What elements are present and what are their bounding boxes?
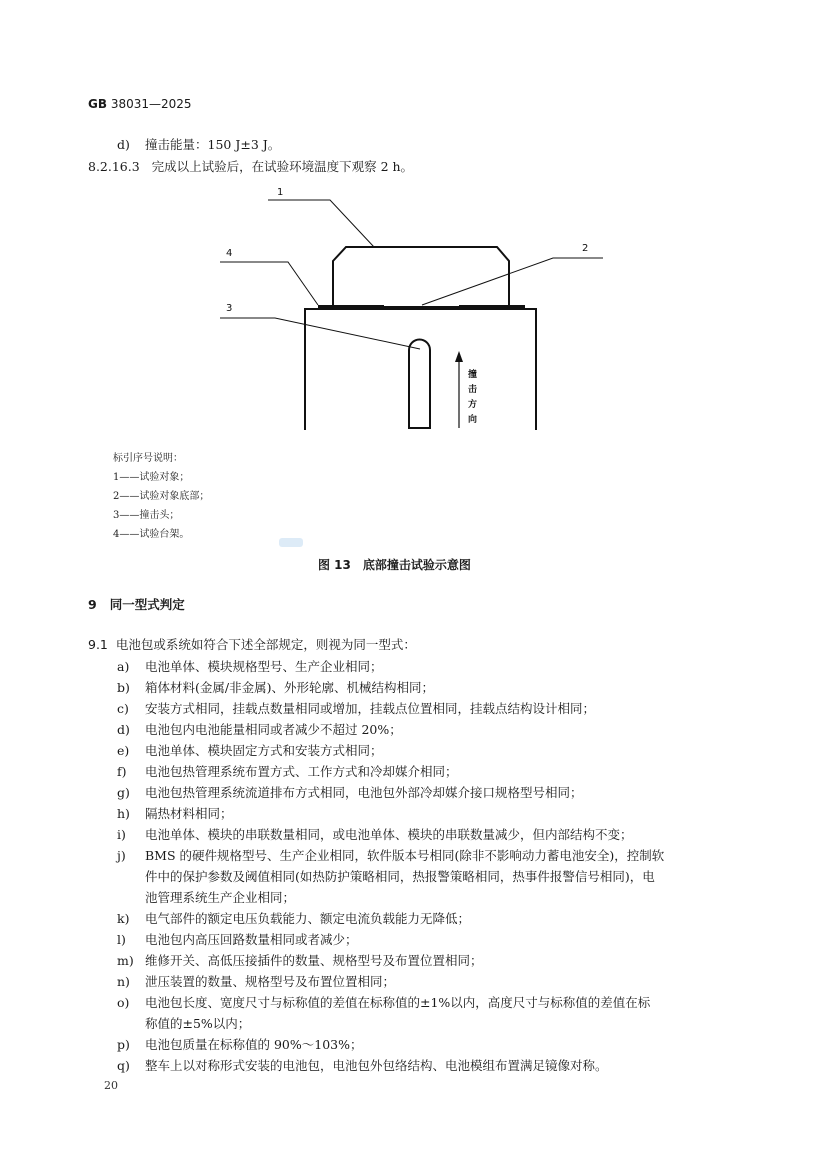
- item-label: c): [117, 701, 129, 716]
- direction-char-1: 撞: [468, 370, 478, 380]
- impact-head: [409, 340, 430, 429]
- item-text: 箱体材料(金属/非金属)、外形轮廓、机械结构相同；: [145, 680, 434, 695]
- test-object-bottom-right: [459, 305, 525, 310]
- standard-prefix: GB: [88, 97, 107, 111]
- item-label: m): [117, 953, 134, 968]
- item-text: 电池包热管理系统布置方式、工作方式和冷却媒介相同；: [145, 764, 458, 779]
- item-text: BMS 的硬件规格型号、生产企业相同，软件版本号相同(除非不影响动力蓄电池安全)，控制软: [145, 848, 665, 863]
- item-text: 安装方式相同，挂载点数量相同或增加，挂载点位置相同，挂载点结构设计相同；: [145, 701, 596, 716]
- standard-number: 38031—2025: [110, 97, 192, 111]
- item-label: q): [117, 1058, 130, 1073]
- item-text: 整车上以对称形式安装的电池包，电池包外包络结构、电池模组布置满足镜像对称。: [145, 1058, 608, 1073]
- item-text: 电气部件的额定电压负载能力、额定电流负载能力无降低；: [145, 911, 471, 926]
- test-object: [333, 247, 509, 307]
- section-number: 9: [88, 597, 97, 612]
- item-text: 电池包质量在标称值的 90%～103%；: [145, 1037, 363, 1052]
- item-label: a): [117, 659, 130, 674]
- item-label: d): [117, 137, 130, 152]
- item-text-continued: 称值的±5%以内；: [145, 1016, 251, 1031]
- list-item: [117, 971, 395, 992]
- list-item: [117, 950, 483, 971]
- item-text-continued: 池管理系统生产企业相同；: [145, 890, 296, 905]
- list-item: [117, 719, 402, 740]
- item-label: n): [117, 974, 130, 989]
- list-item: [117, 845, 664, 866]
- item-text: 电池包热管理系统流道排布方式相同，电池包外部冷却媒介接口规格型号相同；: [145, 785, 583, 800]
- item-text: 电池包长度、宽度尺寸与标称值的差值在标称值的±1%以内，高度尺寸与标称值的差值在标: [145, 995, 651, 1010]
- list-item: [117, 908, 470, 929]
- item-text: 电池单体、模块的串联数量相同，或电池单体、模块的串联数量减少，但内部结构不变；: [145, 827, 633, 842]
- legend-item-2: 2——试验对象底部；: [113, 491, 210, 502]
- list-item: [117, 698, 595, 719]
- legend-item-1: 1——试验对象；: [113, 472, 190, 483]
- list-item: [117, 740, 383, 761]
- leader-line-4: [220, 262, 318, 305]
- item-label: j): [117, 848, 126, 863]
- callout-1: 1: [277, 187, 284, 198]
- list-item: [117, 677, 434, 698]
- section-heading: [88, 595, 185, 613]
- arrow-head: [455, 351, 463, 362]
- item-text: 隔热材料相同；: [145, 806, 233, 821]
- item-text: 电池单体、模块固定方式和安装方式相同；: [145, 743, 383, 758]
- clause-number: 8.2.16.3: [88, 159, 140, 174]
- item-label: o): [117, 995, 130, 1010]
- direction-char-3: 方: [468, 400, 478, 410]
- item-label: k): [117, 911, 130, 926]
- list-item: [117, 929, 358, 950]
- item-label: b): [117, 680, 130, 695]
- callout-3: 3: [226, 303, 233, 314]
- item-text: 电池包内高压回路数量相同或者减少；: [145, 932, 358, 947]
- list-item: [117, 992, 650, 1013]
- watermark-mark: [279, 538, 303, 547]
- callout-2: 2: [582, 243, 589, 254]
- list-item: [117, 782, 583, 803]
- figure-caption: 图 13 底部撞击试验示意图: [318, 558, 471, 572]
- item-label: d): [117, 722, 130, 737]
- direction-char-2: 击: [468, 385, 478, 395]
- list-item: [117, 803, 233, 824]
- item-label: h): [117, 806, 130, 821]
- section-title: 同一型式判定: [109, 597, 185, 612]
- item-label: p): [117, 1037, 130, 1052]
- leader-line-1: [268, 200, 374, 247]
- item-label: l): [117, 932, 126, 947]
- item-label: g): [117, 785, 130, 800]
- clause-9-1: [88, 634, 416, 655]
- item-text: 泄压装置的数量、规格型号及布置位置相同；: [145, 974, 396, 989]
- item-text-continued: 件中的保护参数及阈值相同(如热防护策略相同，热报警策略相同，热事件报警信号相同)，电: [145, 869, 655, 884]
- test-object-bottom-left: [318, 305, 384, 310]
- item-label: i): [117, 827, 126, 842]
- item-label: e): [117, 743, 130, 758]
- legend-item-3: 3——撞击头；: [113, 510, 180, 521]
- clause-text: 完成以上试验后，在试验环境温度下观察 2 h。: [151, 159, 414, 174]
- item-text: 电池包内电池能量相同或者减少不超过 20%；: [145, 722, 402, 737]
- list-item: [117, 1034, 363, 1055]
- legend-item-4: 4——试验台架。: [113, 529, 190, 540]
- list-item: [117, 761, 458, 782]
- item-text: 电池单体、模块规格型号、生产企业相同；: [145, 659, 383, 674]
- item-text: 撞击能量：150 J±3 J。: [145, 137, 281, 152]
- list-item: [117, 1055, 608, 1076]
- page-number: 20: [104, 1079, 118, 1092]
- list-item: [117, 656, 383, 677]
- clause-text: 电池包或系统如符合下述全部规定，则视为同一型式：: [115, 637, 416, 652]
- item-text: 维修开关、高低压接插件的数量、规格型号及布置位置相同；: [145, 953, 483, 968]
- clause-number: 9.1: [88, 637, 108, 652]
- leader-line-3: [220, 318, 420, 349]
- item-label: f): [117, 764, 127, 779]
- legend-title: 标引序号说明：: [113, 453, 183, 464]
- callout-4: 4: [226, 248, 233, 259]
- direction-char-4: 向: [468, 415, 478, 425]
- list-item: [117, 824, 633, 845]
